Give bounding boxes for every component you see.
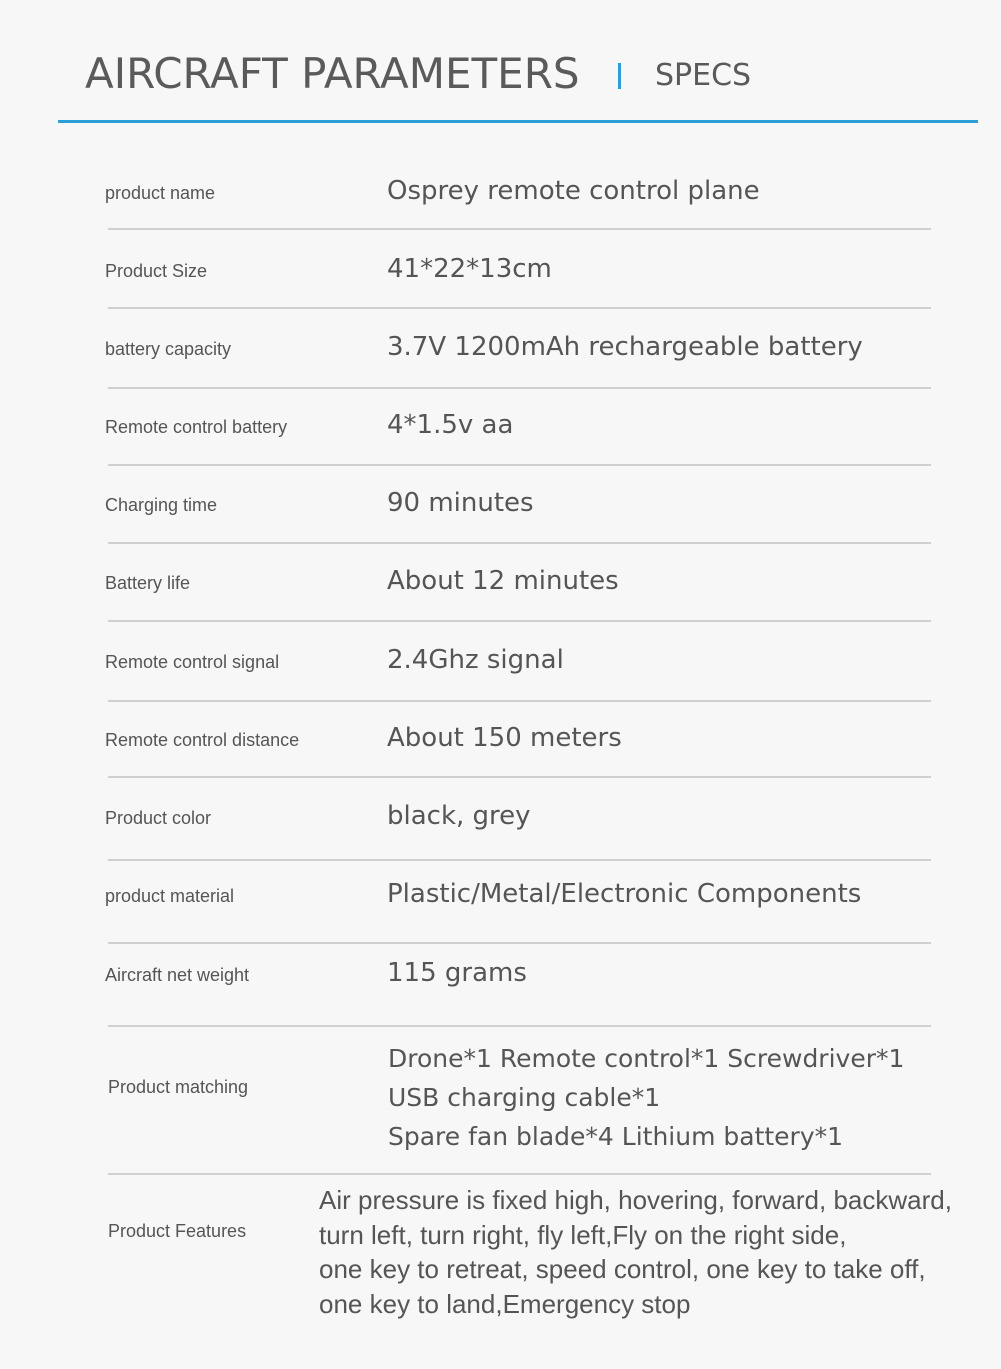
spec-value: About 12 minutes: [387, 566, 619, 596]
page-header: [0, 0, 1001, 125]
spec-value: About 150 meters: [387, 723, 622, 753]
matching-value: [388, 1039, 904, 1156]
row-divider: [108, 387, 931, 389]
spec-value: Plastic/Metal/Electronic Components: [387, 879, 862, 909]
matching-label: Product matching: [108, 1077, 249, 1097]
header-divider: [58, 120, 978, 123]
row-divider: [108, 1173, 931, 1175]
spec-value: 2.4Ghz signal: [387, 645, 564, 675]
page-subtitle: SPECS: [655, 58, 752, 93]
row-divider: [108, 776, 931, 778]
page-title: AIRCRAFT PARAMETERS: [85, 49, 580, 98]
features-line: Air pressure is fixed high, hovering, forward, backward,: [319, 1185, 952, 1215]
spec-label: Product color: [105, 808, 212, 828]
spec-label: Remote control battery: [105, 417, 288, 437]
spec-label: Remote control distance: [105, 730, 300, 750]
spec-value: 4*1.5v aa: [387, 410, 514, 440]
spec-value: 115 grams: [387, 958, 527, 988]
spec-label: product material: [105, 886, 235, 906]
row-divider: [108, 307, 931, 309]
features-line: turn left, turn right, fly left,Fly on the right side,: [319, 1219, 847, 1250]
spec-value: 90 minutes: [387, 488, 534, 518]
spec-label: Remote control signal: [105, 652, 280, 672]
row-divider: [108, 620, 931, 622]
spec-label: Charging time: [105, 495, 218, 515]
title-separator: [618, 63, 621, 89]
row-divider: [108, 859, 931, 861]
features-line: one key to retreat, speed control, one key to take off,: [319, 1254, 926, 1284]
row-divider: [108, 464, 931, 466]
features-label: Product Features: [108, 1221, 247, 1241]
matching-line: Spare fan blade*4 Lithium battery*1: [388, 1122, 844, 1151]
features-value: [319, 1183, 952, 1321]
row-divider: [108, 228, 931, 230]
spec-label: battery capacity: [105, 339, 232, 359]
features-line: one key to land,Emergency stop: [319, 1288, 691, 1319]
spec-value: black, grey: [387, 801, 531, 831]
spec-label: product name: [105, 183, 216, 203]
spec-value: 41*22*13cm: [387, 254, 552, 284]
spec-value: Osprey remote control plane: [387, 176, 760, 206]
spec-value: 3.7V 1200mAh rechargeable battery: [387, 332, 863, 362]
matching-line: USB charging cable*1: [388, 1083, 661, 1112]
spec-label: Battery life: [105, 573, 191, 593]
spec-label: Product Size: [105, 261, 208, 281]
matching-line: Drone*1 Remote control*1 Screwdriver*1: [388, 1044, 905, 1073]
row-divider: [108, 942, 931, 944]
spec-label: Aircraft net weight: [105, 965, 250, 985]
row-divider: [108, 700, 931, 702]
row-divider: [108, 1025, 931, 1027]
row-divider: [108, 542, 931, 544]
